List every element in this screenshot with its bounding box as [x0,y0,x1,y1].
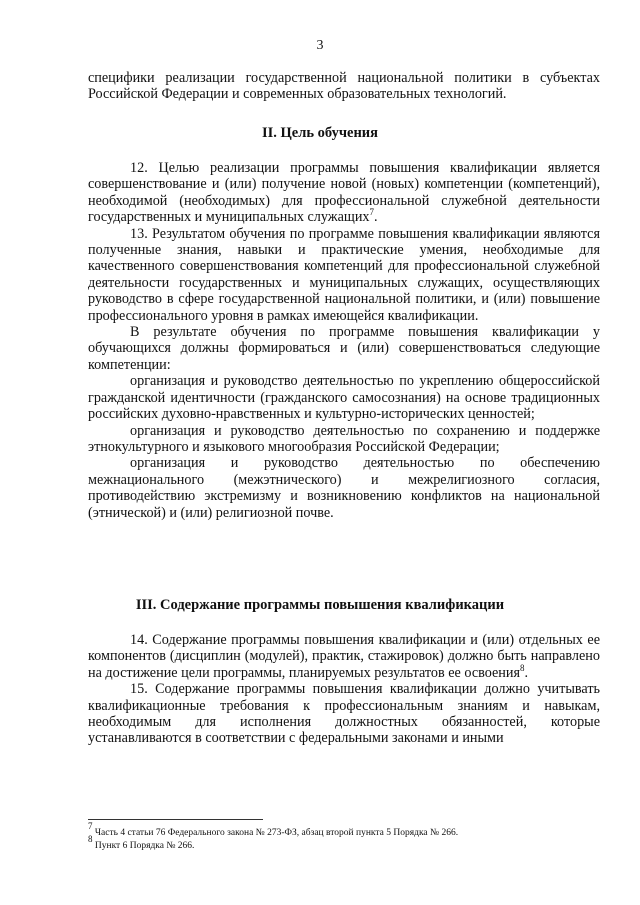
competence-item-2: организация и руководство деятельностью по сохранению и поддержке этнокультурного и языкового многообразия Российской Федерации; [88,422,600,455]
paragraph-14-end: . [524,664,529,681]
paragraph-12-text: 12. Целью реализации программы повышения квалификации является совершенствование и (или) получение новой (новых) компетенции (компетенций), необходимой (необходимых) для профессиональной служебной деятельности государственных и муниципальных служащих [88,160,600,226]
paragraph-13: 13. Результатом обучения по программе повышения квалификации являются полученные знания, навыки и практические умения, необходимые для качественного совершенствования компетенций для профессиональной служебной деятельности государственных и муниципальных служащих, осуществляющих руководство в сфере государственной национальной политики, и (или) повышение профессионального уровня в рамках имеющейся квалификации. [88,225,600,324]
page-number: 3 [316,38,324,53]
footnote-8-mark: 8 [88,834,93,844]
footnote-divider [88,819,263,820]
paragraph-12 [88,160,600,226]
paragraph-14 [88,632,600,681]
footnote-8 [88,834,600,852]
competence-item-1: организация и руководство деятельностью по укреплению общероссийской гражданской идентичности (гражданского самосознания) на основе традиционных российских духовно-нравственных и культурно-исторических ценностей; [88,373,600,423]
paragraph-14-text: 14. Содержание программы повышения квалификации и (или) отдельных ее компонентов (дисциплин (модулей), практик, стажировок) должно быть направлено на достижение цели программы, планируемых результатов ее освоения [88,632,600,681]
footnote-7 [88,821,600,839]
paragraph-12-end: . [374,209,378,226]
footnotes [88,821,600,852]
footnote-ref-7: 7 [369,207,375,218]
footnote-7-text: Часть 4 статьи 76 Федерального закона № 273-ФЗ, абзац второй пункта 5 Порядка № 266. [94,828,459,838]
paragraph-results: В результате обучения по программе повышения квалификации у обучающихся должны формироваться и (или) совершенствоваться следующие компетенции: [88,324,600,373]
continuation-paragraph [88,70,600,103]
section-3-body [88,632,600,747]
paragraph-15: 15. Содержание программы повышения квалификации должно учитывать квалификационные требования к профессиональным знаниям и навыкам, необходимым для исполнения должностных обязанностей, которые устанавливаются в соответствии с федеральными законами и иными [88,681,600,747]
footnote-7-mark: 7 [88,821,93,831]
section-2-heading: II. Цель обучения [261,125,379,141]
footnote-8-text: Пункт 6 Порядка № 266. [94,841,195,851]
continuation-text: специфики реализации государственной национальной политики в субъектах Российской Федерации и современных образовательных технологий. [88,70,600,103]
competence-item-3: организация и руководство деятельностью по обеспечению межнационального (межэтнического) и межрелигиозного согласия, противодействию экстремизму и возникновению конфликтов на национальной (этнической) и (или) религиозной почве. [88,455,600,521]
section-2-body [88,160,600,521]
section-3-heading: III. Содержание программы повышения квалификации [135,597,505,613]
footnote-ref-8: 8 [520,662,525,673]
